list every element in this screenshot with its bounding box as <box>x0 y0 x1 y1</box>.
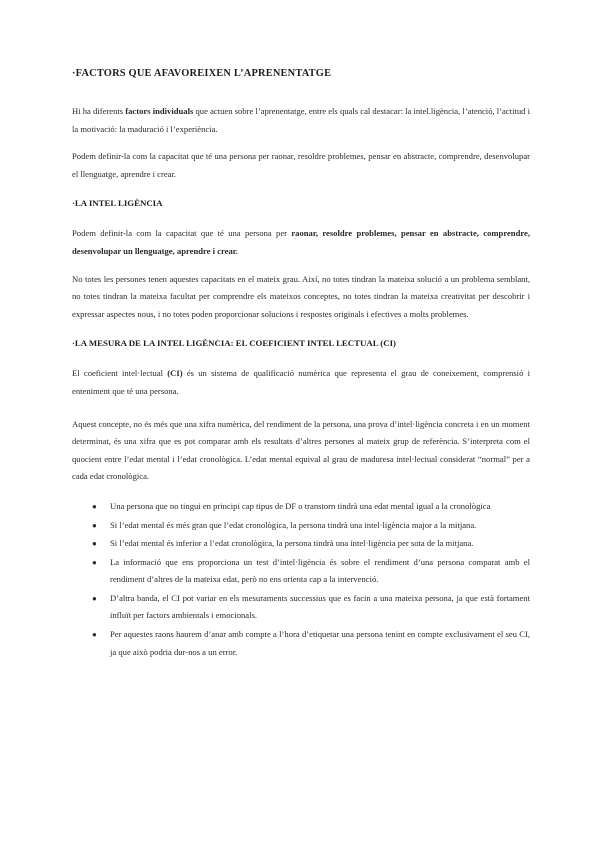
document-title: ·FACTORS QUE AFAVOREIXEN L’APRENENTATGE <box>72 68 332 79</box>
list-item <box>72 517 530 535</box>
bullet-icon: ● <box>92 630 97 640</box>
list-item-text: Si l’edat mental és inferior a l’edat cronològica, la persona tindrà una intel·ligència per sota de la mitjana. <box>110 538 474 549</box>
list-item <box>72 498 530 516</box>
intelligence-bold-text: raonar, resoldre problemes, pensar en abstracte, comprendre, desenvolupar un llenguatge, aprendre i crear. <box>72 228 530 256</box>
list-item <box>72 626 530 661</box>
intro-paragraph-2: Podem definir-la com la capacitat que té una persona per raonar, resoldre problemes, pensar en abstracte, comprendre, desenvolupar el llenguatge, aprendre i crear. <box>72 151 530 179</box>
list-item-text: Per aquestes raons haurem d’anar amb compte a l’hora d’etiquetar una persona tenint en compte exclusivament el seu CI, ja que això podria dur-nos a un error. <box>110 629 530 657</box>
list-item <box>72 535 530 553</box>
list-item-text: D’altra banda, el CI pot variar en els mesuraments successius que es facin a una mateixa persona, ja que està fortament influït per factors ambientals i emocionals. <box>110 592 530 621</box>
iq-bullet-list <box>72 498 530 661</box>
list-item <box>72 590 530 625</box>
intro-text: Hi ha diferents <box>72 106 126 116</box>
iq-paragraph-2: Aquest concepte, no és més que una xifra numèrica, del rendiment de la persona, una prova d’intel·ligència concreta i en un moment determinat, és una xifra que es pot comparar amb els resultats d’altres persones al mateix grup de referència. S’interpreta com el quocient entre l’edat mental i l’edat cronològica. L’edat mental equival al grau de maduresa intel·lectual considerat “normal” per a cada edat cronològica. <box>72 418 530 482</box>
bullet-icon: ● <box>92 539 97 549</box>
intro-bold-text: factors individuals <box>125 106 194 116</box>
iq-bold-text: (CI) <box>167 368 183 379</box>
list-item-text: Si l’edat mental és més gran que l’edat cronològica, la persona tindrà una intel·ligència major a la mitjana. <box>110 519 477 530</box>
list-item <box>72 554 530 589</box>
section-heading-iq: ·LA MESURA DE LA INTEL LIGÈNCIA: EL COEFICIENT INTEL LECTUAL (CI) <box>72 338 396 349</box>
bullet-icon: ● <box>92 557 97 567</box>
iq-paragraph-1 <box>72 365 530 400</box>
section-heading-intelligence: ·LA INTEL LIGÈNCIA <box>72 198 163 209</box>
intelligence-text: Podem definir-la com la capacitat que té una persona per <box>72 228 292 239</box>
iq-text-cont: és un sistema de qualificació numèrica que representa el grau de coneixement, comprensió i enteniment que té una persona. <box>72 368 530 396</box>
intelligence-paragraph-1 <box>72 225 530 260</box>
intro-text-cont: que actuen sobre l’aprenentatge, entre els quals cal destacar: la intel.ligència, l’atenció, l’actitud i la motivació: la maduració i l’experiència. <box>72 106 530 134</box>
list-item-text: La informació que ens proporciona un test d’intel·ligència és sobre el rendiment d’una persona comparat amb el rendiment d’altres de la mateixa edat, però no ens orienta cap a la intervenció. <box>110 556 530 585</box>
bullet-icon: ● <box>92 501 97 511</box>
bullet-icon: ● <box>92 593 97 603</box>
iq-text: El coeficient intel·lectual <box>72 368 168 379</box>
list-item-text: Una persona que no tingui en principi cap tipus de DF o transtorn tindrà una edat mental igual a la cronològica <box>110 500 491 511</box>
bullet-icon: ● <box>92 520 97 530</box>
intelligence-paragraph-2: No totes les persones tenen aquestes capacitats en el mateix grau. Així, no totes tindran la mateixa solució a un problema semblant, no totes tindran la mateixa facultat per comprendre els mateixos conceptes, no totes tindran la mateixa creativitat per descobrir i expressar aspectes nous, i no totes poden proporcionar solucions i respostes originals i efectives a molts problemes. <box>72 273 530 319</box>
intro-paragraph-1 <box>72 103 530 138</box>
